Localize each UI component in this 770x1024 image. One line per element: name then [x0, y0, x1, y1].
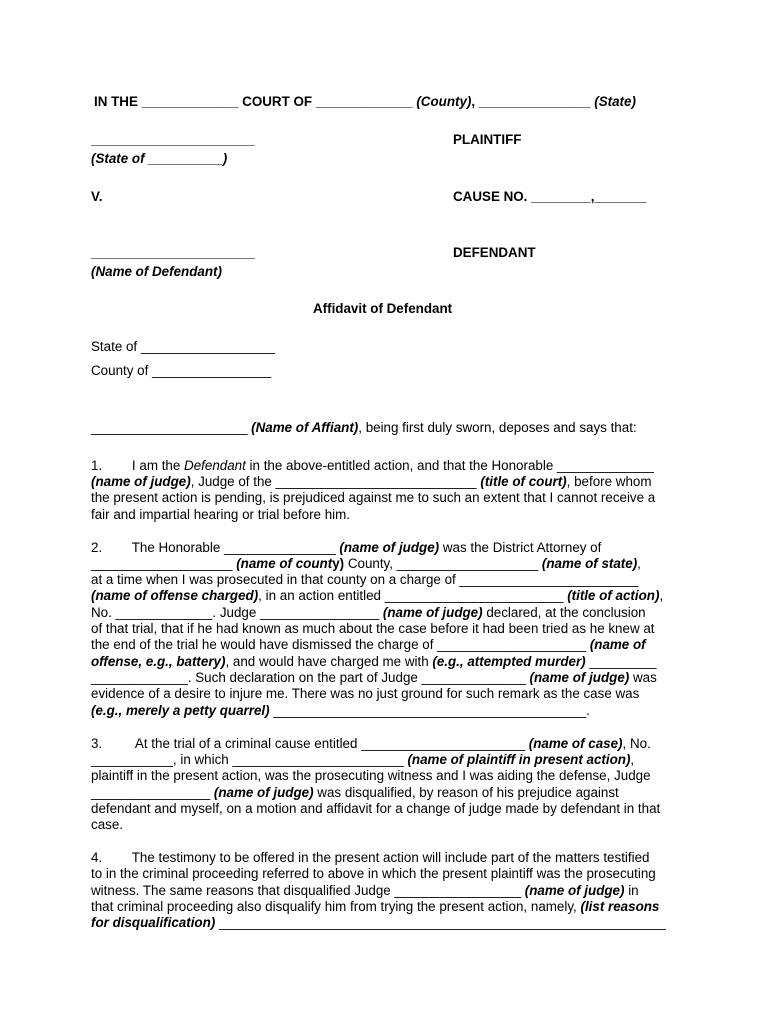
p2-line-7 [91, 637, 646, 653]
p2-line-6: of that trial, that if he had known as much about the case before it had been tried as he knew at [91, 621, 655, 636]
p3-line-6: case. [91, 817, 124, 832]
p1-text: in the above-entitled action, and that the Honorable _____________ [245, 458, 654, 473]
versus: V. [91, 189, 103, 204]
p4-text: that criminal proceeding also disqualify him from trying the present action, namely, [91, 899, 581, 914]
p4-text: ____________________________________________________________ [215, 915, 666, 930]
p1-line-4: fair and impartial hearing or trial before him. [91, 507, 351, 522]
p2-placeholder: (name of judge) [529, 670, 630, 685]
p4-line-3 [91, 883, 639, 899]
p2-line-10: evidence of a desire to injure me. There was no just ground for such remark as the case was [91, 686, 640, 701]
p4-placeholder: (list reasons [580, 899, 660, 914]
p1-line-3: the present action is pending, is prejudiced against me to such an extent that I cannot receive a [91, 490, 656, 505]
p2-text: , [637, 556, 641, 571]
p2-placeholder: (e.g., merely a petty quarrel) [91, 703, 270, 718]
p2-line-9 [91, 670, 657, 686]
p3-text: , [630, 752, 635, 767]
p2-placeholder: (e.g., attempted murder) [432, 654, 586, 669]
p2-placeholder: (name of offense charged) [91, 588, 259, 603]
p2-text: was [629, 670, 657, 685]
p3-text: , No. [622, 736, 651, 751]
p2-text: County, ___________________ [347, 556, 542, 571]
county-label: (County) [416, 94, 472, 109]
p2-text: was the District Attorney of [439, 540, 602, 555]
p1-line-1 [91, 458, 654, 474]
p4-line-1: 4. The testimony to be offered in the present action will include part of the matters testified [91, 850, 650, 865]
p2-line-4 [91, 588, 663, 604]
document-title: Affidavit of Defendant [313, 301, 453, 316]
p3-placeholder: (name of plaintiff in present action) [407, 752, 631, 767]
header-separator: , _______________ [471, 94, 595, 109]
p2-text: , [659, 588, 664, 603]
p2-placeholder: offense, e.g., battery) [91, 654, 226, 669]
p2-placeholder: y) [332, 556, 348, 571]
defendant-label: DEFENDANT [453, 245, 536, 260]
affiant-intro-rest: , being first duly sworn, deposes and says that: [358, 420, 637, 435]
defendant-name-line: ______________________ [91, 245, 255, 260]
p1-placeholder: (name of judge) [91, 474, 191, 489]
p3-line-2 [91, 752, 634, 768]
affiant-label: (Name of Affiant) [251, 420, 359, 435]
p3-text: ________________ [91, 785, 214, 800]
p2-line-2 [91, 556, 641, 572]
p2-text: __________________________________________. [269, 703, 590, 718]
affiant-blank: _____________________ [91, 420, 252, 435]
p3-line-5: defendant and myself, on a motion and affidavit for a change of judge made by defendant in that [91, 801, 661, 816]
court-header [94, 94, 636, 110]
venue-county: County of ________________ [91, 363, 272, 378]
p1-placeholder: (title of court) [480, 474, 567, 489]
p2-line-5 [91, 605, 646, 621]
p2-line-11 [91, 703, 590, 719]
p2-text: 2. The Honorable _______________ [91, 540, 340, 555]
plaintiff-name-line: ______________________ [91, 132, 255, 147]
venue-state: State of __________________ [91, 339, 275, 354]
p2-line-1 [91, 540, 601, 556]
p3-line-1 [91, 736, 651, 752]
plaintiff-state-label: (State of __________) [91, 151, 228, 166]
p2-text: _________ [585, 654, 657, 669]
p2-placeholder: (name of [589, 637, 646, 652]
p4-placeholder: for disqualification) [91, 915, 216, 930]
plaintiff-label: PLAINTIFF [453, 132, 522, 147]
p2-text: , in an action entitled ________________________ [258, 588, 568, 603]
p2-placeholder: (name of state) [541, 556, 638, 571]
cause-number: CAUSE NO. ________,_______ [453, 189, 647, 204]
p3-text: 3. At the trial of a criminal cause entitled ______________________ [91, 736, 529, 751]
p1-line-2 [91, 474, 652, 490]
p2-line-8 [91, 654, 656, 670]
p3-line-4 [91, 785, 619, 801]
p3-placeholder: (name of judge) [213, 785, 314, 800]
p2-line-3: at a time when I was prosecuted in that county on a charge of ________________________ [91, 572, 639, 587]
state-label: (State) [594, 94, 636, 109]
court-header-text: IN THE _____________ COURT OF _____________ [94, 94, 417, 109]
p2-placeholder: (name of count [236, 556, 333, 571]
p4-line-5 [91, 915, 666, 931]
p3-line-3: plaintiff in the present action, was the prosecuting witness and I was aiding the defense, Judge [91, 768, 651, 783]
p2-text: _____________. Such declaration on the part of Judge ______________ [91, 670, 530, 685]
affiant-intro [91, 420, 637, 436]
p1-text: 1. I am the [91, 458, 185, 473]
p2-placeholder: (name of judge) [382, 605, 483, 620]
p1-defendant: Defendant [184, 458, 246, 473]
p2-placeholder: (title of action) [567, 588, 660, 603]
p2-text: No. _____________. Judge ________________ [91, 605, 383, 620]
defendant-name-label: (Name of Defendant) [91, 264, 222, 279]
p4-text: witness. The same reasons that disqualified Judge _________________ [91, 883, 525, 898]
p2-text: , and would have charged me with [225, 654, 433, 669]
p1-text: , Judge of the ___________________________ [190, 474, 481, 489]
p4-line-2: to in the criminal proceeding referred to above in which the present plaintiff was the prosecuting [91, 866, 656, 881]
p1-text: , before whom [566, 474, 652, 489]
p2-placeholder: (name of judge) [339, 540, 440, 555]
p4-placeholder: (name of judge) [524, 883, 625, 898]
p3-text: ___________, in which _______________________ [91, 752, 408, 767]
p3-placeholder: (name of case) [528, 736, 623, 751]
p4-line-4 [91, 899, 659, 915]
p3-text: was disqualified, by reason of his prejudice against [313, 785, 619, 800]
p2-text: the end of the trial he would have dismissed the charge of ____________________ [91, 637, 590, 652]
p4-text: in [624, 883, 639, 898]
p2-text: declared, at the conclusion [482, 605, 646, 620]
p2-text: ___________________ [91, 556, 237, 571]
